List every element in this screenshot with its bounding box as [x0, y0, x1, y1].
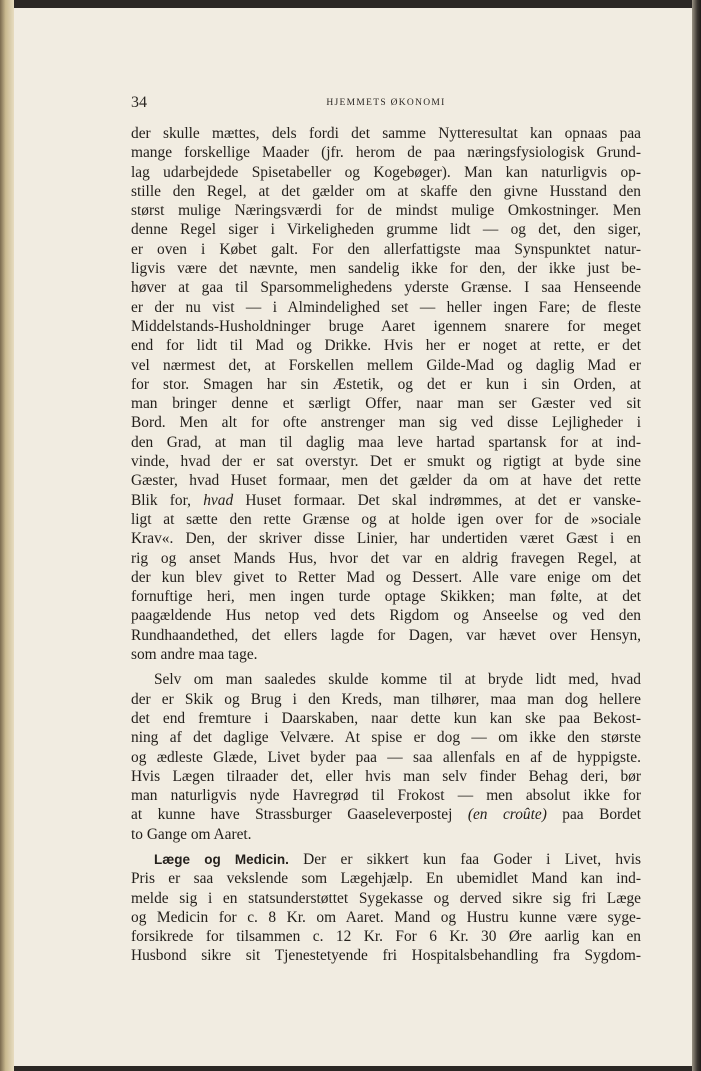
text-line: melde sig i en statsunderstøttet Sygekasse og derved sikre sig fri Læge [131, 889, 641, 907]
text-line: lag udarbejdede Spisetabeller og Kogebøger). Man kan naturligvis op- [131, 163, 641, 181]
text-line: Blik for, hvad Huset formaar. Det skal indrømmes, at det er vanske- [131, 491, 641, 509]
text-line: Hvis Lægen tilraader det, eller hvis man selv finder Behag deri, bør [131, 767, 641, 785]
text-line: forsikrede for tilsammen c. 12 Kr. For 6 Kr. 30 Øre aarlig kan en [131, 928, 641, 946]
text-line: som andre maa tage. [131, 646, 258, 664]
text-line: ligt at sætte den rette Grænse og at holde igen over for de »sociale [131, 510, 641, 528]
text-line: høver at gaa til Sparsommelighedens yderste Grænse. I saa Henseende [131, 279, 641, 297]
text-line: ligvis være det nævnte, men sandelig ikke for den, der ikke just be- [131, 260, 641, 278]
text-line: Rundhaandethed, det ellers lagde for Dagen, var hævet over Hensyn, [131, 626, 641, 644]
text-line: og ædleste Glæde, Livet byder paa — saa allenfals en af de hyppigste. [131, 748, 641, 766]
text-line: Husbond sikre sit Tjenestetyende fri Hospitalsbehandling fra Sygdom- [131, 947, 641, 965]
text-line: den Grad, at man til daglig maa leve hartad spartansk for at ind- [131, 433, 641, 451]
text-line: størst mulige Næringsværdi for de mindst mulige Omkostninger. Men [131, 202, 641, 220]
emphasis: hvad [203, 491, 234, 509]
text-line: fornuftige heri, men ingen turde optage Skikken; man følte, at det [131, 588, 641, 606]
paragraph-1 [131, 124, 641, 491]
text-line: rig og anset Mands Hus, hvor det var en aldrig fravegen Regel, at [131, 549, 641, 567]
paragraph-1-continued [131, 510, 641, 645]
section-paragraph [131, 869, 641, 965]
text-line: det end fremture i Daarskaben, naar dette kun kan ske paa Bekost- [131, 709, 641, 727]
text-line: Krav«. Den, der skriver disse Linier, har undertiden været Gæst i en [131, 530, 641, 548]
text-line: paagældende Hus netop ved dets Rigdom og Anseelse og ved den [131, 607, 641, 625]
text-line: Gæster, hvad Huset formaar, men det gælder da om at have det rette [131, 472, 641, 490]
text-line: der er Skik og Brug i den Kreds, man tilhører, maa man dog hellere [131, 690, 641, 708]
text-line: end for lidt til Mad og Drikke. Hvis her er noget at rette, er det [131, 337, 641, 355]
page-number: 34 [131, 94, 147, 111]
page-body [131, 124, 641, 966]
text-line: for stor. Smagen har sin Æstetik, og det er kun i sin Orden, at [131, 375, 641, 393]
text-line: vinde, hvad der er sat overstyr. Det er smukt og rigtigt at byde sine [131, 453, 641, 471]
text-line: man naturligvis nyde Havregrød til Frokost — men absolut ikke for [131, 787, 641, 805]
text-line: Middelstands-Husholdninger bruge Aaret igennem snarere for meget [131, 317, 641, 335]
text-line: Bord. Men alt for ofte anstrenger man sig ved disse Lejligheder i [131, 414, 641, 432]
section-first-line: Læge og Medicin. Der er sikkert kun faa Goder i Livet, hvis [154, 850, 641, 868]
text-line: stille den Regel, at det gælder om at skaffe den givne Husstand den [131, 182, 641, 200]
text-line: ning af det daglige Velvære. At spise er dog — om ikke den største [131, 729, 641, 747]
text-line: mange forskellige Maader (jfr. herom de paa næringsfysiologisk Grund- [131, 144, 641, 162]
text-line: der skulle mættes, dels fordi det samme Nytteresultat kan opnaas paa [131, 125, 641, 142]
running-title: HJEMMETS ØKONOMI [326, 98, 446, 108]
text-line: to Gange om Aaret. [131, 825, 252, 843]
text-line: Selv om man saaledes skulde komme til at bryde lidt med, hvad [154, 671, 641, 689]
text-line: er der nu vist — i Almindelighed set — heller ingen Fare; de fleste [131, 298, 641, 316]
text-line: Pris er saa vekslende som Lægehjælp. En ubemidlet Mand kan ind- [131, 870, 641, 888]
text-line: at kunne have Strassburger Gaaseleverpostej (en croûte) paa Bordet [131, 806, 641, 824]
text-line: og Medicin for c. 8 Kr. om Aaret. Mand og Hustru kunne være syge- [131, 908, 641, 926]
page-right-edge [692, 0, 701, 1071]
paragraph-2 [131, 670, 641, 805]
text-line: er oven i Købet galt. For den allerfattigste maa Synspunktet natur- [131, 240, 641, 258]
book-spine-edge [0, 0, 14, 1071]
page-header [131, 94, 641, 116]
section-heading: Læge og Medicin. [154, 851, 289, 867]
text-line: vel nærmest det, at Forskellen mellem Gilde-Mad og daglig Mad er [131, 356, 641, 374]
text-line: man bringer denne et særligt Offer, naar man ser Gæster ved sit [131, 395, 641, 413]
emphasis: (en croûte) [467, 806, 547, 824]
text-line: der kun blev givet to Retter Mad og Dessert. Alle vare enige om det [131, 568, 641, 586]
text-line: denne Regel siger i Virkeligheden grumme lidt — og det, den siger, [131, 221, 641, 239]
